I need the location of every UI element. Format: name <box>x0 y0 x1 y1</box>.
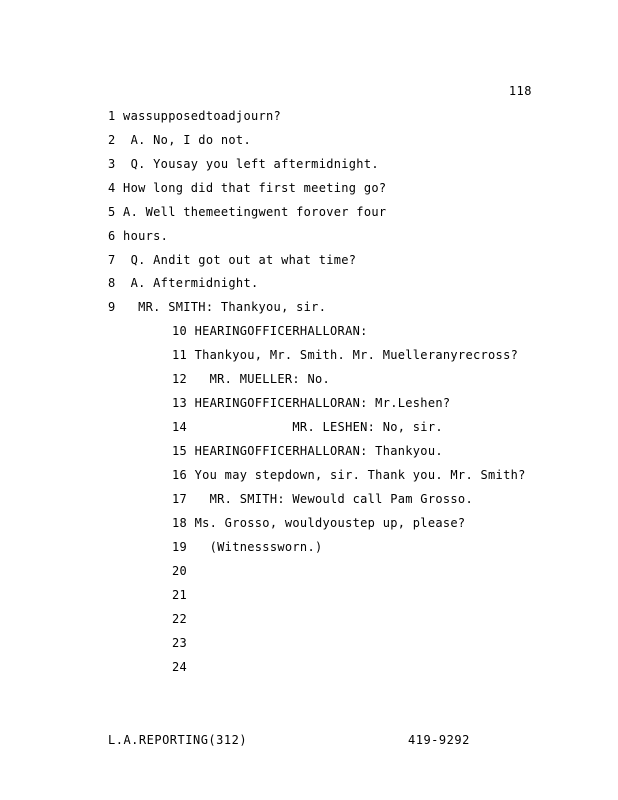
transcript-line: 3 Q. Yousay you left aftermidnight. <box>108 157 379 171</box>
transcript-line: 15 HEARINGOFFICERHALLORAN: Thankyou. <box>172 444 443 458</box>
transcript-line: 24 <box>172 660 188 674</box>
footer-phone: 419-9292 <box>408 733 470 747</box>
transcript-line: 18 Ms. Grosso, wouldyoustep up, please? <box>172 516 466 530</box>
footer-reporter: L.A.REPORTING(312) <box>108 733 248 747</box>
transcript-line: 10 HEARINGOFFICERHALLORAN: <box>172 324 368 338</box>
transcript-line: 5 A. Well themeetingwent forover four <box>108 205 387 219</box>
transcript-line: 7 Q. Andit got out at what time? <box>108 253 357 267</box>
transcript-line: 11 Thankyou, Mr. Smith. Mr. Muelleranyrecross? <box>172 348 519 362</box>
transcript-line: 4 How long did that first meeting go? <box>108 181 387 195</box>
transcript-line: 12 MR. MUELLER: No. <box>172 372 331 386</box>
transcript-line: 1 wassupposedtoadjourn? <box>108 109 282 123</box>
transcript-line: 2 A. No, I do not. <box>108 133 251 147</box>
transcript-line: 16 You may stepdown, sir. Thank you. Mr. Smith? <box>172 468 526 482</box>
page-number: 118 <box>508 84 532 98</box>
transcript-line: 23 <box>172 636 188 650</box>
transcript-line: 8 A. Aftermidnight. <box>108 276 259 290</box>
transcript-line: 13 HEARINGOFFICERHALLORAN: Mr.Leshen? <box>172 396 451 410</box>
transcript-line: 21 <box>172 588 188 602</box>
transcript-line: 20 <box>172 564 188 578</box>
transcript-line: 14 MR. LESHEN: No, sir. <box>172 420 443 434</box>
transcript-line: 6 hours. <box>108 229 169 243</box>
transcript-line: 17 MR. SMITH: Wewould call Pam Grosso. <box>172 492 473 506</box>
transcript-line: 9 MR. SMITH: Thankyou, sir. <box>108 300 327 314</box>
transcript-line: 19 (Witnesssworn.) <box>172 540 323 554</box>
transcript-line: 22 <box>172 612 188 626</box>
